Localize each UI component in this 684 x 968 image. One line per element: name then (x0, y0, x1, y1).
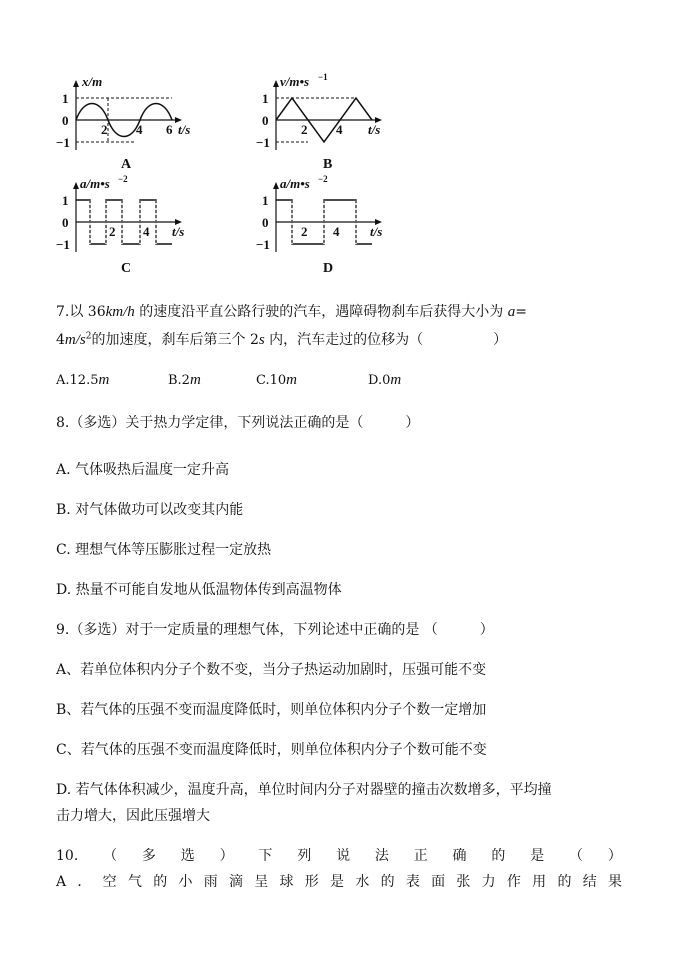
y-axis-label: x/m (82, 74, 103, 89)
figure-caption: A (121, 157, 132, 172)
q7-option-a[interactable]: A.12.5m (56, 372, 110, 388)
q7-unit-s: s (258, 332, 265, 348)
tick-neg: −1 (56, 237, 70, 252)
q9-option-d[interactable]: D. 若气体体积减少，温度升高，单位时间内分子对器壁的撞击次数增多，平均撞 (56, 782, 552, 798)
graph-d (256, 176, 396, 276)
x-tick-4: 4 (333, 224, 340, 239)
y-axis-label-sup: −2 (318, 174, 328, 184)
tick-pos: 1 (262, 193, 269, 208)
q9-option-a[interactable]: A、若单位体积内分子个数不变，当分子热运动加剧时，压强可能不变 (56, 662, 487, 678)
tick-neg: −1 (56, 135, 70, 150)
figure-caption: B (323, 157, 333, 172)
y-axis-label: a/m•s (280, 176, 310, 191)
q9-option-d-cont: 击力增大，因此压强增大 (56, 808, 210, 824)
x-tick-4: 4 (143, 224, 150, 239)
q8-option-d[interactable]: D. 热量不可能自发地从低温物体传到高温物体 (56, 582, 342, 598)
x-axis-label: t/s (172, 224, 185, 239)
q7-options (56, 370, 401, 391)
q8-option-b[interactable]: B. 对气体做功可以改变其内能 (56, 502, 244, 518)
q7-option-c[interactable]: C.10m (256, 372, 298, 388)
y-axis-label: v/m•s (280, 74, 310, 89)
tick-pos: 1 (62, 91, 69, 106)
figure-caption: D (323, 261, 334, 276)
tick-pos: 1 (62, 193, 69, 208)
y-axis-label: a/m•s (80, 176, 110, 191)
q8-option-a[interactable]: A. 气体吸热后温度一定升高 (56, 462, 230, 478)
tick-zero: 0 (62, 215, 69, 230)
q10-stem: 10. （ 多 选 ） 下 列 说 法 正 确 的 是 （ ） (56, 848, 622, 864)
figure-caption: C (121, 261, 132, 276)
q9-option-c[interactable]: C、若气体的压强不变而温度降低时，则单位体积内分子个数可能不变 (56, 742, 487, 758)
x-tick-4: 4 (336, 122, 343, 137)
x-tick-2: 2 (301, 224, 308, 239)
q7-unit-ms2: m/s (64, 332, 86, 348)
tick-zero: 0 (62, 113, 69, 128)
q7-unit-kmh: km/h (105, 304, 135, 320)
graph-b (256, 74, 396, 174)
y-axis-label-sup: −2 (118, 174, 128, 184)
q9-stem: 9.（多选）对于一定质量的理想气体，下列论述中正确的是 （ ） (56, 622, 494, 638)
q8-stem: 8.（多选）关于热力学定律，下列说法正确的是（ ） (56, 415, 420, 431)
tick-neg: −1 (256, 135, 270, 150)
x-axis-label: t/s (370, 224, 383, 239)
x-axis-label: t/s (368, 122, 381, 137)
q9-option-b[interactable]: B、若气体的压强不变而温度降低时，则单位体积内分子个数一定增加 (56, 702, 487, 718)
q7-var-a: a (507, 304, 516, 320)
q8-option-c[interactable]: C. 理想气体等压膨胀过程一定放热 (56, 542, 272, 558)
tick-zero: 0 (262, 215, 269, 230)
q10-option-a[interactable]: A ． 空 气 的 小 雨 滴 呈 球 形 是 水 的 表 面 张 力 作 用 的 结 果 (56, 874, 622, 890)
y-axis-label-sup: −1 (318, 72, 328, 82)
q7-stem-line1: 7.以 36km/h 的速度沿平直公路行驶的汽车，遇障碍物刹车后获得大小为 a= (56, 304, 527, 320)
x-tick-2: 2 (301, 122, 308, 137)
tick-neg: −1 (256, 237, 270, 252)
x-tick-4: 4 (136, 122, 143, 137)
x-tick-2: 2 (101, 122, 108, 137)
q7-stem-line2: $4m/s^2$的加速度，刹车后第三个 2s 内，汽车走过的位移为（ ） (56, 331, 508, 348)
tick-pos: 1 (262, 91, 269, 106)
q7-option-b[interactable]: B.2m (168, 372, 201, 388)
x-tick-2: 2 (109, 224, 116, 239)
graph-a (56, 74, 196, 174)
q7-option-d[interactable]: D.0m (368, 372, 402, 388)
tick-zero: 0 (262, 113, 269, 128)
x-tick-6: 6 (166, 122, 173, 137)
graph-c (56, 176, 196, 276)
x-axis-label: t/s (178, 122, 191, 137)
